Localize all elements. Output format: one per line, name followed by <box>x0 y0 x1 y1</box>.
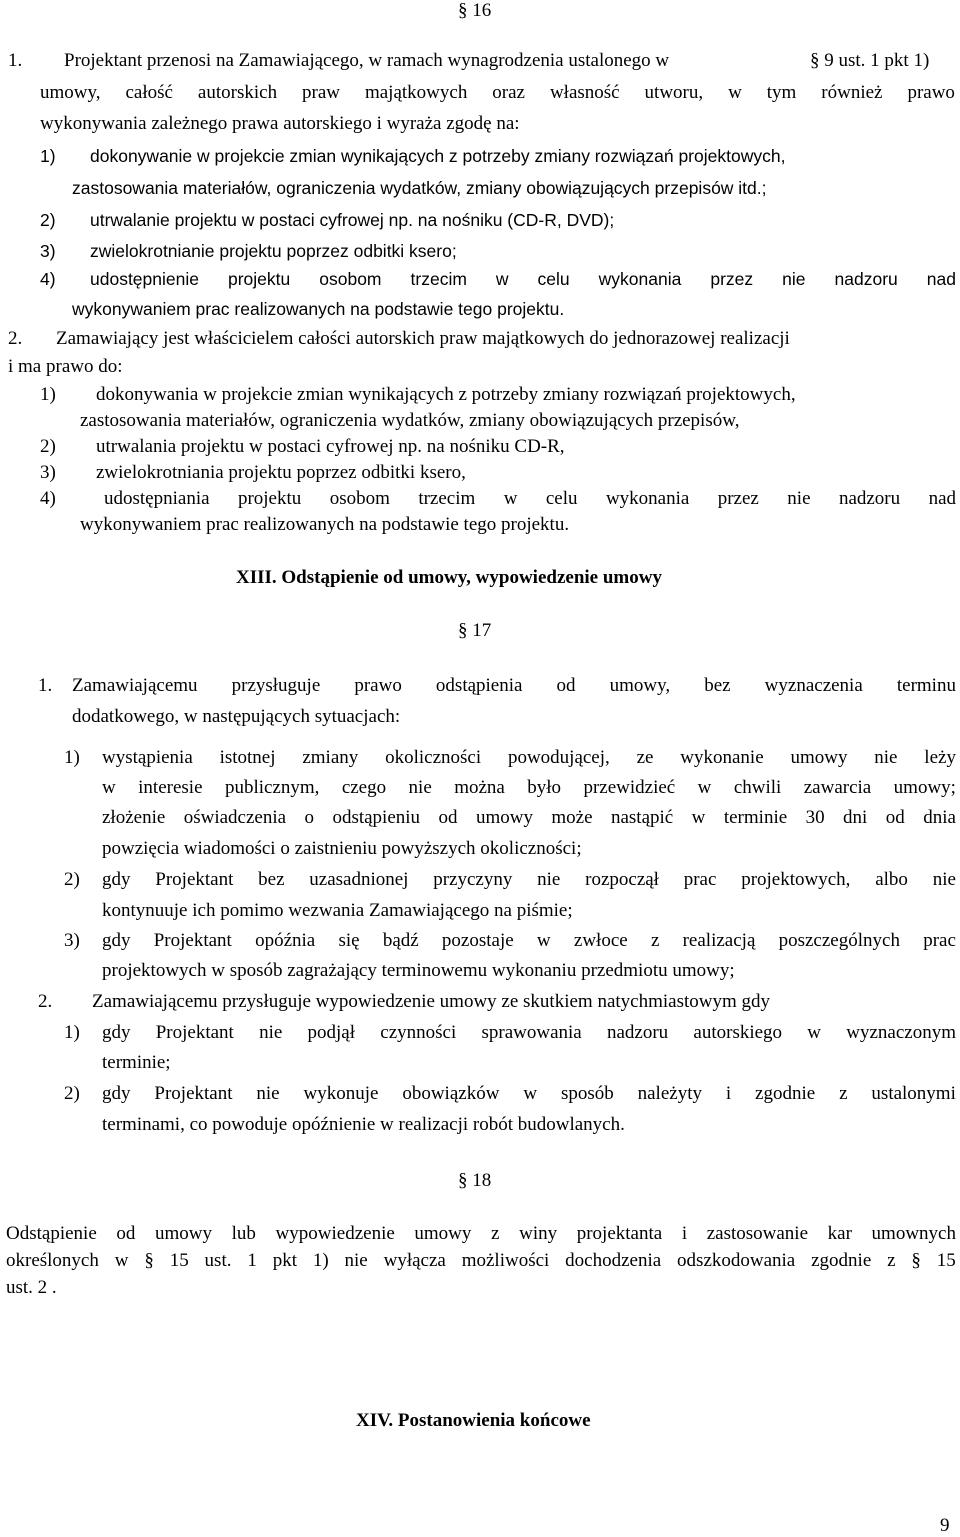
word: wyznaczonym <box>846 1022 956 1043</box>
word: nie <box>932 869 956 890</box>
word: z <box>887 1250 896 1271</box>
word: § <box>911 1250 921 1271</box>
text-line: utrwalania projektu w postaci cyfrowej np. na nośniku CD-R, <box>96 436 565 457</box>
text-line: Zamawiającemu przysługuje wypowiedzenie umowy ze skutkiem natychmiastowym gdy <box>92 991 771 1012</box>
text-line <box>6 1250 956 1272</box>
word: własność <box>549 82 620 103</box>
word: w <box>691 807 706 828</box>
subitem-number: 2) <box>40 210 56 230</box>
text-line: Projektant przenosi na Zamawiającego, w ramach wynagrodzenia ustalonego w <box>64 50 670 71</box>
word: ze <box>636 747 654 768</box>
word: rozpoczął <box>585 869 659 890</box>
word: przewidzieć <box>583 777 676 798</box>
word: umowy, <box>609 675 671 696</box>
text-line: Zamawiający jest właścicielem całości autorskich praw majątkowych do jednorazowej realizacji <box>56 328 790 349</box>
word: 15 <box>169 1250 189 1271</box>
line-text: gdy <box>102 869 131 890</box>
word: możliwości <box>461 1250 550 1271</box>
word: przez <box>710 269 754 289</box>
word: projektanta <box>576 1223 663 1244</box>
word: umowy <box>475 807 533 828</box>
line-text: udostępniania <box>104 488 210 509</box>
text-line: dokonywanie w projekcie zmian wynikających z potrzeby zmiany rozwiązań projektowych, <box>90 146 786 166</box>
word: w <box>807 1022 822 1043</box>
subitem-number: 3) <box>40 241 56 261</box>
word: nie <box>782 269 806 289</box>
word: nie <box>537 869 561 890</box>
text-line <box>102 807 956 829</box>
word: projektu <box>227 269 291 289</box>
item-number: 2. <box>38 991 53 1012</box>
word: zgodnie <box>811 1250 872 1271</box>
text-line <box>102 1083 956 1105</box>
word: dochodzenia <box>565 1250 662 1271</box>
text-line: i ma prawo do: <box>8 356 123 377</box>
word: również <box>821 82 883 103</box>
word: wyłącza <box>383 1250 446 1271</box>
word: umownych <box>871 1223 956 1244</box>
justified-line <box>6 1223 956 1245</box>
word: Projektant <box>154 1083 233 1104</box>
justified-line <box>102 807 956 829</box>
text-line: terminie; <box>102 1052 171 1073</box>
word: i <box>725 1083 732 1104</box>
paragraph-18-heading: § 18 <box>458 1170 492 1191</box>
item-number: 1. <box>38 675 53 696</box>
text-line: zwielokrotniania projektu poprzez odbitki ksero, <box>96 462 466 483</box>
word: chwili <box>733 777 782 798</box>
text-line <box>102 747 956 769</box>
word: z <box>650 930 660 951</box>
word: 1 <box>247 1250 257 1271</box>
text-line: wykonywaniem prac realizowanych na podstawie tego projektu. <box>72 299 565 319</box>
word: Projektant <box>155 1022 234 1043</box>
word: nie <box>874 747 898 768</box>
word: wykonania <box>598 269 682 289</box>
word: nadzoru <box>834 269 898 289</box>
word: zwłoce <box>573 930 628 951</box>
text-line: zastosowania materiałów, ograniczenia wydatków, zmiany obowiązujących przepisów itd.; <box>72 178 767 198</box>
word: wykonuje <box>303 1083 379 1104</box>
word: realizacją <box>682 930 756 951</box>
word: zastosowanie <box>706 1223 809 1244</box>
word: albo <box>875 869 908 890</box>
word: § <box>144 1250 154 1271</box>
text-line <box>102 777 956 799</box>
text-line: wykonywania zależnego prawa autorskiego i wyraża zgodę na: <box>40 113 520 134</box>
text-line-ref: § 9 ust. 1 pkt 1) <box>810 50 930 71</box>
word: opóźnia <box>255 930 316 951</box>
word: 15 <box>936 1250 956 1271</box>
justified-line <box>102 869 956 891</box>
word: bez <box>704 675 731 696</box>
word: się <box>338 930 360 951</box>
word: nadzoru <box>838 488 901 509</box>
word: wyznaczenia <box>764 675 863 696</box>
word: zgodnie <box>755 1083 816 1104</box>
word: trzecim <box>410 269 467 289</box>
word: prac <box>923 930 956 951</box>
subitem-number: 1) <box>40 384 56 405</box>
word: powodującej, <box>507 747 610 768</box>
subitem-number: 2) <box>64 869 80 890</box>
word: trzecim <box>418 488 476 509</box>
word: sposób <box>560 1083 614 1104</box>
text-line <box>102 930 956 952</box>
word: może <box>551 807 593 828</box>
line-text: gdy <box>102 930 131 951</box>
word: i <box>681 1223 688 1244</box>
word: uzasadnionej <box>309 869 409 890</box>
word: odstąpienia <box>435 675 523 696</box>
word: umowy <box>155 1223 213 1244</box>
word: od <box>556 675 576 696</box>
text-line <box>72 675 956 697</box>
word: winy <box>519 1223 558 1244</box>
text-line: terminami, co powoduje opóźnienie w realizacji robót budowlanych. <box>102 1114 625 1135</box>
word: lub <box>231 1223 256 1244</box>
justified-line <box>90 268 956 290</box>
word: prac <box>683 869 717 890</box>
word: nie <box>787 488 811 509</box>
word: można <box>454 777 505 798</box>
word: nad <box>926 269 956 289</box>
word: utworu, <box>644 82 704 103</box>
word: osobom <box>319 269 382 289</box>
text-line: kontynuuje ich pomimo wezwania Zamawiającego na piśmie; <box>102 900 573 921</box>
text-line <box>104 488 956 510</box>
word: tym <box>766 82 797 103</box>
section-heading: XIII. Odstąpienie od umowy, wypowiedzenie umowy <box>236 567 662 588</box>
word: leży <box>924 747 956 768</box>
justified-line <box>104 488 956 510</box>
text-line: utrwalanie projektu w postaci cyfrowej np. na nośniku (CD-R, DVD); <box>90 210 615 230</box>
line-text: określonych <box>6 1250 99 1271</box>
word: było <box>527 777 562 798</box>
line-text: udostępnienie <box>90 269 199 289</box>
word: celu <box>545 488 578 509</box>
word: czego <box>341 777 387 798</box>
word: dni <box>843 807 868 828</box>
word: poszczególnych <box>778 930 900 951</box>
justified-line <box>102 747 956 769</box>
text-line: projektowych w sposób zagrażający terminowemu wykonaniu przedmiotu umowy; <box>102 960 735 981</box>
justified-line <box>72 675 956 697</box>
word: w <box>495 269 509 289</box>
word: nie <box>408 777 432 798</box>
subitem-number: 4) <box>40 488 56 509</box>
text-line <box>102 869 956 891</box>
word: terminu <box>896 675 956 696</box>
subitem-number: 1) <box>64 747 80 768</box>
subitem-number: 1) <box>40 146 56 166</box>
word: projektu <box>237 488 302 509</box>
word: całość <box>125 82 173 103</box>
line-text: Zamawiającemu <box>72 675 198 696</box>
word: bądź <box>382 930 419 951</box>
word: wykonania <box>605 488 690 509</box>
word: kar <box>827 1223 852 1244</box>
word: nie <box>344 1250 368 1271</box>
text-line <box>40 82 955 104</box>
line-text: w <box>102 777 116 798</box>
justified-line <box>102 1022 956 1044</box>
word: w <box>503 488 518 509</box>
text-line: dodatkowego, w następujących sytuacjach: <box>72 706 401 727</box>
item-number: 1. <box>8 50 23 71</box>
justified-line <box>102 777 956 799</box>
word: publicznym, <box>224 777 320 798</box>
word: autorskich <box>197 82 278 103</box>
word: bez <box>258 869 285 890</box>
word: należyty <box>637 1083 702 1104</box>
line-text: złożenie <box>102 807 166 828</box>
word: pkt <box>272 1250 297 1271</box>
word: w <box>697 777 712 798</box>
subitem-number: 3) <box>64 930 80 951</box>
word: interesie <box>138 777 203 798</box>
justified-line <box>102 930 956 952</box>
text-line <box>102 1022 956 1044</box>
word: wykonanie <box>680 747 764 768</box>
text-line: ust. 2 . <box>6 1277 57 1298</box>
text-line: powzięcia wiadomości o zaistnieniu powyższych okoliczności; <box>102 838 582 859</box>
word: Projektant <box>153 930 232 951</box>
word: odstąpieniu <box>332 807 421 828</box>
word: nad <box>928 488 956 509</box>
word: umowy <box>790 747 848 768</box>
word: istotnej <box>219 747 276 768</box>
word: z <box>491 1223 500 1244</box>
word: nastąpić <box>610 807 674 828</box>
word: dnia <box>923 807 956 828</box>
page-number: 9 <box>940 1515 950 1536</box>
word: czynności <box>380 1022 457 1043</box>
word: celu <box>537 269 570 289</box>
word: 1) <box>312 1250 329 1271</box>
line-text: gdy <box>102 1022 131 1043</box>
text-line: zastosowania materiałów, ograniczenia wydatków, zmiany obowiązujących przepisów, <box>80 410 740 431</box>
word: z <box>839 1083 848 1104</box>
word: sprawowania <box>481 1022 582 1043</box>
word: 30 <box>805 807 825 828</box>
justified-line <box>102 1083 956 1105</box>
word: od <box>438 807 458 828</box>
item-number: 2. <box>8 328 23 349</box>
word: oraz <box>492 82 525 103</box>
word: zawarcia <box>803 777 872 798</box>
subitem-number: 2) <box>64 1083 80 1104</box>
subitem-number: 2) <box>40 436 56 457</box>
line-text: Odstąpienie <box>6 1223 97 1244</box>
word: osobom <box>329 488 390 509</box>
word: prawo <box>907 82 955 103</box>
text-line <box>6 1223 956 1245</box>
word: umowy; <box>893 777 956 798</box>
word: autorskiego <box>693 1022 783 1043</box>
word: pozostaje <box>441 930 514 951</box>
justified-line <box>6 1250 956 1272</box>
word: podjął <box>307 1022 356 1043</box>
justified-line <box>40 82 955 104</box>
text-line <box>90 268 956 290</box>
word: okoliczności <box>385 747 482 768</box>
word: Projektant <box>155 869 234 890</box>
word: praw <box>302 82 341 103</box>
word: nie <box>259 1022 283 1043</box>
text-line: wykonywaniem prac realizowanych na podstawie tego projektu. <box>80 514 570 535</box>
word: przyczyny <box>433 869 513 890</box>
word: oświadczenia <box>183 807 287 828</box>
word: wypowiedzenie <box>275 1223 395 1244</box>
word: w <box>728 82 742 103</box>
word: w <box>536 930 551 951</box>
word: majątkowych <box>364 82 468 103</box>
word: o <box>304 807 315 828</box>
word: umowy <box>414 1223 472 1244</box>
section-heading: XIV. Postanowienia końcowe <box>356 1410 591 1431</box>
subitem-number: 3) <box>40 462 56 483</box>
subitem-number: 1) <box>64 1022 80 1043</box>
word: od <box>116 1223 136 1244</box>
word: projektowych, <box>741 869 851 890</box>
word: terminie <box>723 807 788 828</box>
line-text: umowy, <box>40 82 101 103</box>
word: ust. <box>204 1250 232 1271</box>
paragraph-16-heading: § 16 <box>458 0 492 21</box>
text-line: zwielokrotnianie projektu poprzez odbitki ksero; <box>90 241 457 261</box>
word: przysługuje <box>231 675 321 696</box>
word: obowiązków <box>402 1083 500 1104</box>
text-line: dokonywania w projekcie zmian wynikających z potrzeby zmiany rozwiązań projektowych, <box>96 384 796 405</box>
subitem-number: 4) <box>40 269 56 289</box>
word: nie <box>256 1083 280 1104</box>
word: w <box>523 1083 538 1104</box>
word: nadzoru <box>606 1022 669 1043</box>
word: zmiany <box>302 747 359 768</box>
word: odszkodowania <box>677 1250 796 1271</box>
paragraph-17-heading: § 17 <box>458 620 492 641</box>
word: przez <box>717 488 759 509</box>
word: w <box>114 1250 129 1271</box>
word: od <box>885 807 905 828</box>
word: prawo <box>354 675 402 696</box>
line-text: gdy <box>102 1083 131 1104</box>
line-text: wystąpienia <box>102 747 193 768</box>
word: ustalonymi <box>871 1083 956 1104</box>
